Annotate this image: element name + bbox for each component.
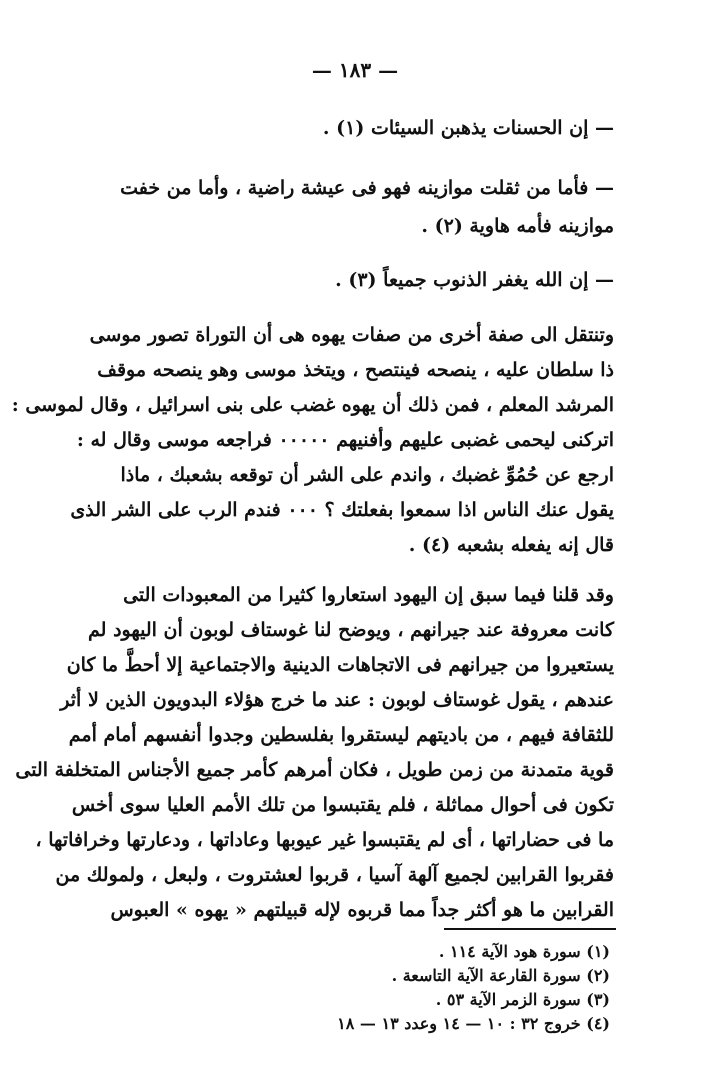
footnote-4: (٤) خروج ٣٢ : ١٠ — ١٤ وعدد ١٣ — ١٨: [337, 1014, 610, 1033]
footnote-3: (٣) سورة الزمر الآية ٥٣ .: [435, 990, 610, 1009]
verse-line-1: — إن الحسنات يذهبن السيئات (١) .: [322, 117, 614, 139]
p2-line-5: للثقافة فيهم ، من باديتهم ليستقروا بفلسطين وجدوا أنفسهم أمام أمم: [68, 724, 614, 746]
p2-line-3: يستعيروا من جيرانهم فى الاتجاهات الدينية والاجتماعية إلا أحطَّ ما كان: [66, 654, 614, 676]
p1-line-3: المرشد المعلم ، فمن ذلك أن يهوه غضب على بنى اسرائيل ، وقال لموسى :: [11, 394, 614, 416]
paragraph-2: [15, 578, 614, 928]
p1-line-5: ارجع عن حُمُوِّ غضبك ، واندم على الشر أن توقعه بشعبك ، ماذا: [120, 464, 614, 486]
p2-line-1: وقد قلنا فيما سبق إن اليهود استعاروا كثيرا من المعبودات التى: [123, 584, 614, 606]
p1-line-7: قال إنه يفعله بشعبه (٤) .: [408, 534, 614, 556]
quoted-verse-3: [62, 262, 614, 298]
footnote-1: (١) سورة هود الآية ١١٤ .: [438, 942, 610, 961]
p1-line-2: ذا سلطان عليه ، ينصحه فينتصح ، ويتخذ موسى وهو ينصحه موقف: [97, 359, 614, 381]
footnote-divider: [444, 928, 616, 930]
p1-line-1: وتنتقل الى صفة أخرى من صفات يهوه هى أن التوراة تصور موسى: [89, 324, 614, 346]
p2-line-8: ما فى حضاراتها ، أى لم يقتبسوا غير عيوبها وعاداتها ، ودعارتها وخرافاتها ،: [35, 829, 614, 851]
verse-line-2: — فأما من ثقلت موازينه فهو فى عيشة راضية ، وأما من خفت: [120, 177, 614, 199]
p2-line-6: قوية متمدنة من زمن طويل ، فكان أمرهم كأمر جميع الأجناس المتخلفة التى: [15, 759, 614, 781]
page-number: — ١٨٣ —: [311, 58, 399, 82]
p2-line-4: عندهم ، يقول غوستاف لوبون : عند ما خرج هؤلاء البدويون الذين لا أثر: [60, 689, 614, 711]
p2-line-9: فقربوا القرابين لجميع آلهة آسيا ، قربوا لعشتروت ، ولبعل ، ولمولك من: [55, 864, 614, 886]
p2-line-2: كانت معروفة عند جيرانهم ، ويوضح لنا غوستاف لوبون أن اليهود لم: [88, 619, 614, 641]
verse-line-4: — إن الله يغفر الذنوب جميعاً (٣) .: [335, 269, 614, 291]
p2-line-10: القرابين ما هو أكثر جداً مما قربوه لإله قبيلتهم « يهوه » العبوس: [110, 899, 614, 921]
p1-line-6: يقول عنك الناس اذا سمعوا بفعلتك ؟ ٠٠٠ فندم الرب على الشر الذى: [70, 499, 614, 521]
p1-line-4: اتركنى ليحمى غضبى عليهم وأفنيهم ٠٠٠٠٠ فراجعه موسى وقال له :: [76, 429, 614, 451]
verse-line-3: موازينه فأمه هاوية (٢) .: [421, 215, 614, 237]
footnote-2: (٢) سورة القارعة الآية التاسعة .: [391, 966, 610, 985]
quoted-verses: [62, 110, 614, 146]
quoted-verse-2: [62, 170, 614, 244]
footnotes: [200, 940, 610, 1036]
paragraph-1: [11, 318, 614, 563]
p2-line-7: تكون فى أحوال مماثلة ، فلم يقتبسوا من تلك الأمم العليا سوى أخس: [71, 794, 614, 816]
